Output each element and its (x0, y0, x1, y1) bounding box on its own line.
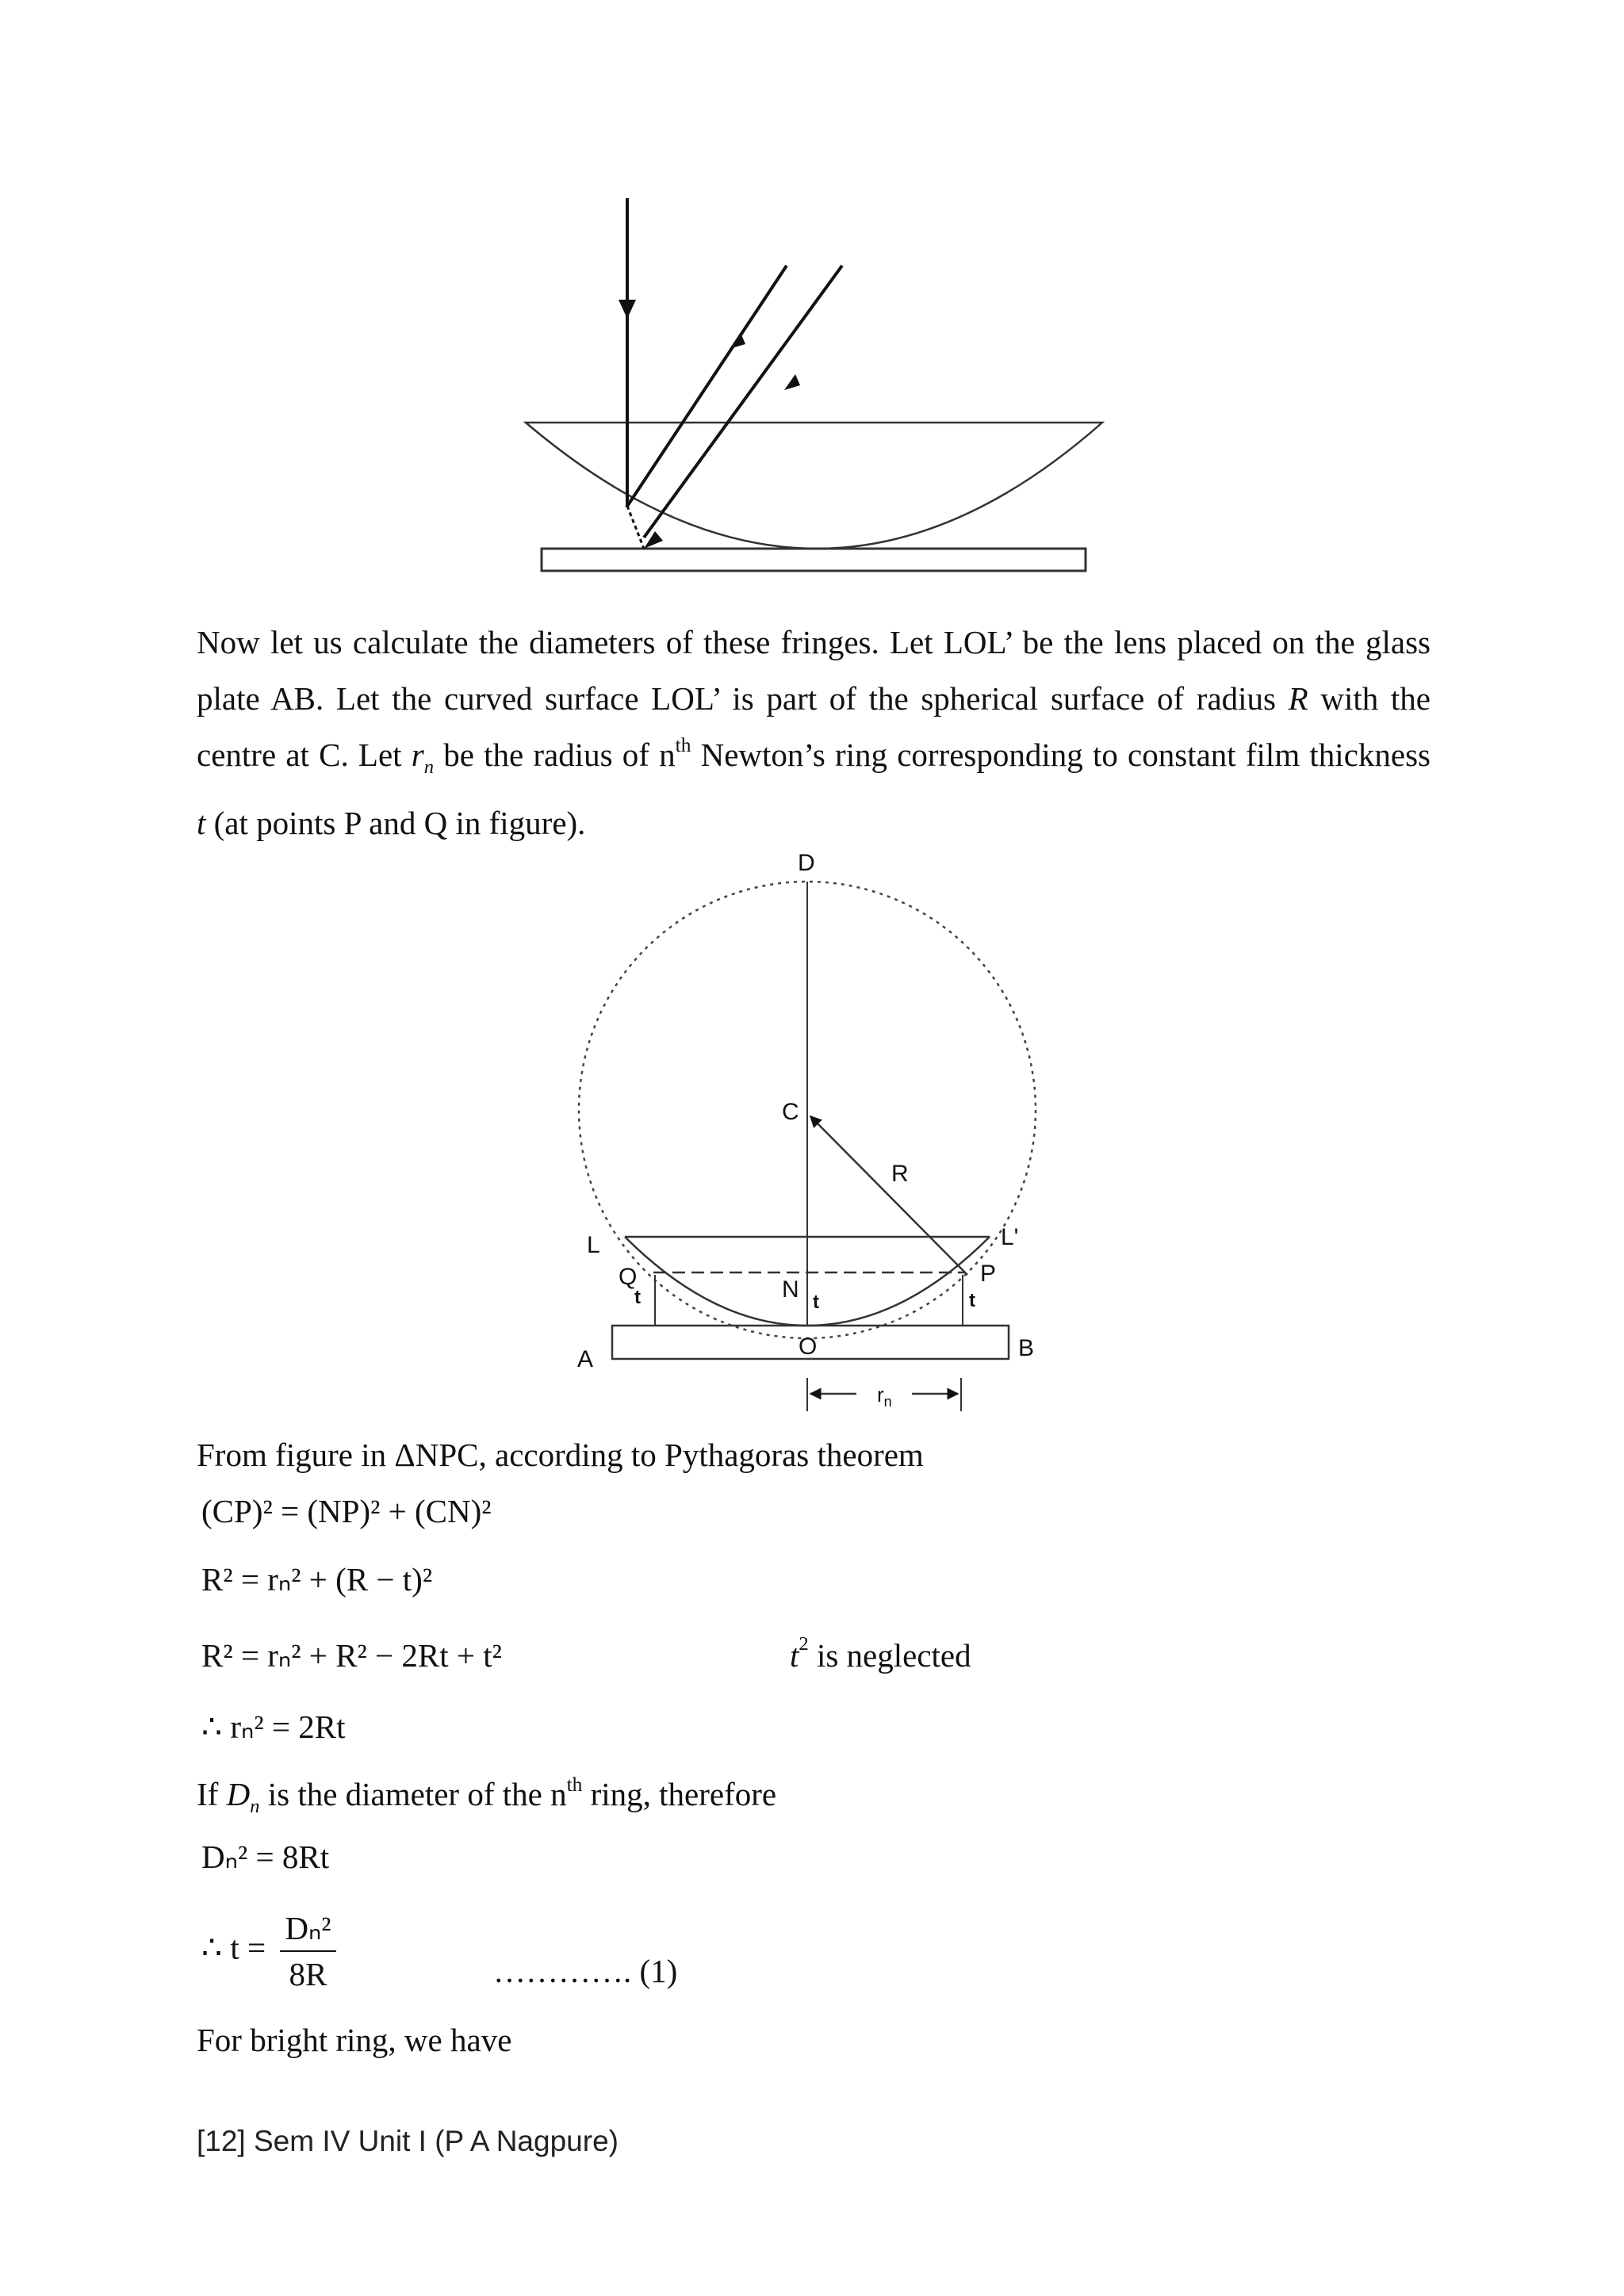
equation-3-note: $t^2$ is neglected (790, 1633, 971, 1674)
equation-4: ∴ rₙ² = 2Rt (201, 1709, 346, 1745)
label-B: B (1018, 1335, 1035, 1361)
diameter-statement: If $D_n$ is the diameter of the $n^{th}$ ring, therefore (197, 1773, 777, 1818)
label-L-prime: L' (1001, 1224, 1019, 1250)
label-t-left: t (634, 1287, 641, 1308)
page-footer: [12] Sem IV Unit I (P A Nagpure) (197, 2125, 619, 2157)
pythagoras-intro: From figure in ΔNPC, according to Pythagoras theorem (197, 1437, 924, 1473)
reflected-ray-2 (644, 266, 842, 538)
equation-1: (CP)² = (NP)² + (CN)² (201, 1493, 492, 1529)
equation-3: R² = rₙ² + R² − 2Rt + t² (201, 1637, 502, 1674)
label-t-right: t (969, 1290, 975, 1311)
lens-outline (526, 423, 1102, 549)
newtons-ring-geometry-figure (555, 840, 1078, 1427)
label-L: L (587, 1232, 600, 1258)
label-O: O (799, 1334, 818, 1360)
label-P: P (980, 1261, 997, 1287)
para-line-3: centre at C. Let $r_n$ be the radius of $n^{th}$ Newton’s ring corresponding to constant film thickness (197, 733, 1431, 779)
label-Q: Q (619, 1264, 638, 1290)
lens-reflection-figure (508, 182, 1126, 595)
glass-plate (542, 549, 1086, 571)
label-N: N (782, 1276, 799, 1303)
paragraph-intro (197, 614, 1431, 851)
equation-2: R² = rₙ² + (R − t)² (201, 1561, 433, 1598)
label-A: A (577, 1346, 594, 1372)
label-D: D (798, 850, 815, 876)
para-line-2: plate AB. Let the curved surface LOL’ is part of the spherical surface of radius R with the (197, 680, 1431, 717)
equation-5: Dₙ² = 8Rt (201, 1839, 330, 1875)
radius-line (810, 1116, 967, 1275)
label-C: C (782, 1099, 799, 1125)
para-line-1: Now let us calculate the diameters of these fringes. Let LOL’ be the lens placed on the glass (197, 624, 1431, 660)
reflected-ray-1 (626, 266, 787, 507)
label-R: R (891, 1161, 909, 1187)
equation-6-label: …………. (1) (493, 1953, 678, 1989)
label-rn: $r_n$ (877, 1383, 892, 1410)
label-t-center: t (813, 1292, 819, 1313)
bright-ring-line: For bright ring, we have (197, 2022, 512, 2058)
fraction: $\frac{\text{Dₙ²}}{8R}$ (280, 1909, 335, 1993)
para-line-4: t (at points P and Q in figure). (197, 805, 586, 842)
equation-6: ∴ t = $\frac{\text{Dₙ²}}{8R}$ (201, 1909, 336, 1993)
